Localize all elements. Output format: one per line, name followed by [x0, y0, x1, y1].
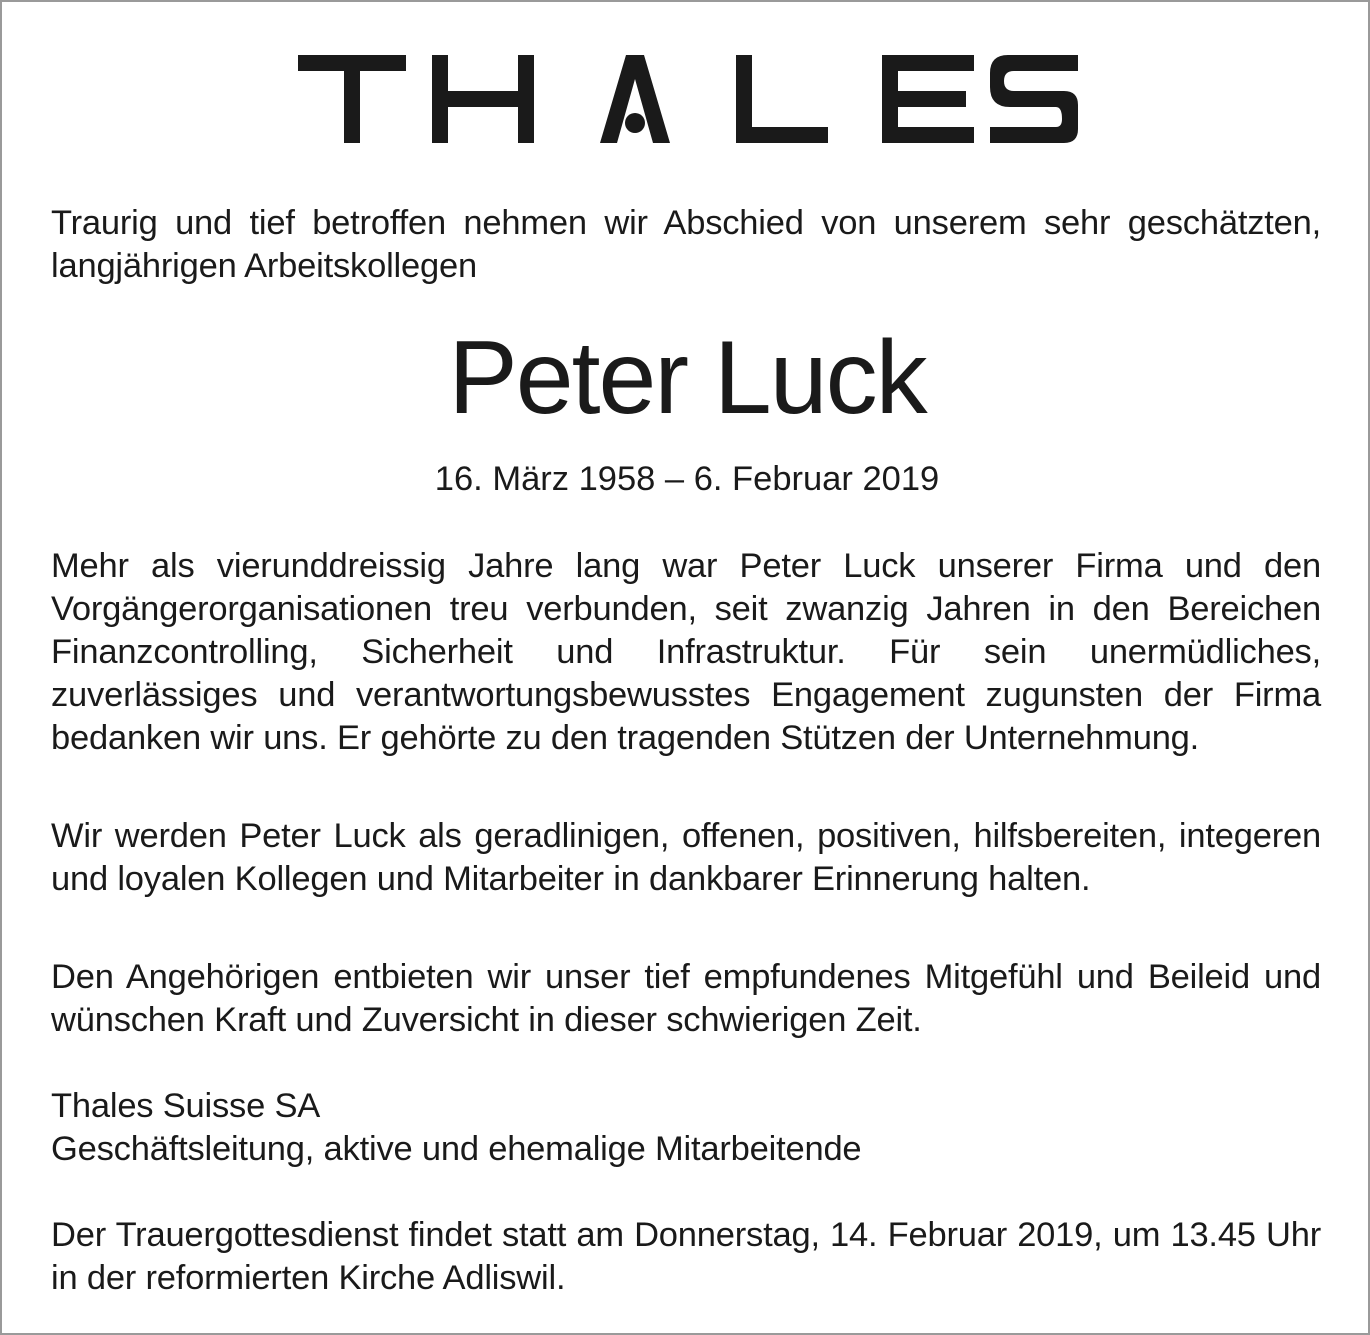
thales-wordmark-icon	[298, 55, 1078, 143]
thales-logo	[298, 55, 1078, 143]
signature-group: Geschäftsleitung, aktive und ehemalige Mitarbeitende	[51, 1130, 862, 1168]
company-name: Thales Suisse SA	[51, 1087, 321, 1125]
funeral-service-info: Der Trauergottesdienst findet statt am Donnerstag, 14. Februar 2019, um 13.45 Uhr in der reformierten Kirche Adliswil.	[51, 1216, 1321, 1297]
tribute-paragraph: Wir werden Peter Luck als geradlinigen, offenen, positiven, hilfsbereiten, integeren und loyalen Kollegen und Mitarbeiter in dankbarer Erinnerung halten.	[51, 817, 1321, 898]
deceased-name: Peter Luck	[448, 320, 926, 436]
signature-block	[51, 1085, 1321, 1171]
intro-text: Traurig und tief betroffen nehmen wir Abschied von unserem sehr geschätzten, langjährigen Arbeitskollegen	[51, 204, 1321, 285]
tribute-paragraph: Mehr als vierunddreissig Jahre lang war Peter Luck unserer Firma und den Vorgängerorganisationen treu verbunden, seit zwanzig Jahren in den Bereichen Finanzcontrolling, Sicherheit und Infrastruktur. Für sein unermüdliches, zuverlässiges und verantwortungsbewusstes Engagement zugunsten der Firma bedanken wir uns. Er gehörte zu den tragenden Stützen der Unternehmung.	[51, 547, 1321, 757]
condolence-paragraph: Den Angehörigen entbieten wir unser tief empfundenes Mitgefühl und Beileid und wünschen Kraft und Zuversicht in dieser schwierigen Zeit.	[51, 958, 1321, 1039]
life-dates: 16. März 1958 – 6. Februar 2019	[434, 460, 940, 498]
